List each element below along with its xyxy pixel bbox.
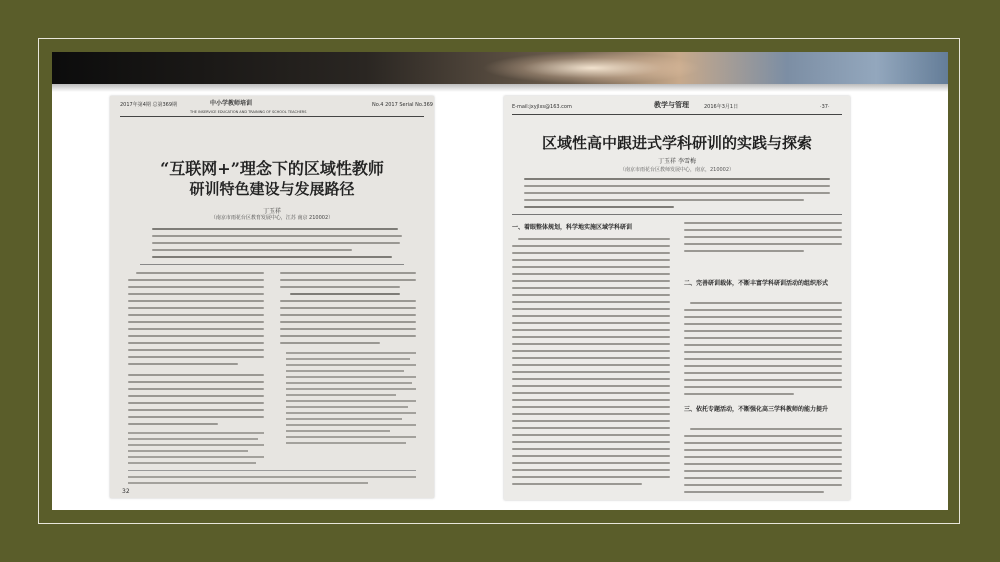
right-header-journal: 教学与管理 — [654, 100, 689, 109]
left-article-author: 丁玉祥 — [262, 208, 281, 215]
left-journal-page — [110, 96, 434, 498]
left-header-journal: 中小学教师培训 — [210, 100, 253, 107]
left-article-title-line1: “互联网+”理念下的区域性教师 — [160, 159, 384, 178]
left-article-affiliation: （南京市雨花台区教育发展中心，江苏 南京 210002） — [210, 215, 334, 221]
left-header-journal-en: THE INSERVICE EDUCATION AND TRAINING OF SCHOOL TEACHERS — [190, 110, 307, 114]
left-header-serial: No.4 2017 Serial No.369 — [372, 102, 433, 108]
slide-banner — [52, 52, 948, 84]
right-article-author: 丁玉祥 李雪梅 — [658, 158, 696, 165]
left-article-title-line2: 研训特色建设与发展路径 — [189, 180, 355, 198]
left-header-issue: 2017年第4期 总第369期 — [120, 102, 178, 108]
right-journal-page — [504, 96, 850, 500]
right-header-page: ·37· — [820, 104, 830, 110]
right-section2-heading: 二、完善研训载体，不断丰富学科研训活动的组织形式 — [684, 280, 829, 287]
right-article-title: 区域性高中跟进式学科研训的实践与探索 — [541, 134, 812, 152]
slide — [52, 52, 948, 510]
right-section3-heading: 三、依托专题活动，不断强化高三学科教师的能力提升 — [684, 406, 829, 413]
right-header-email: E-mail:jxyjlxs@163.com — [512, 104, 572, 110]
right-article-affiliation: （南京市雨花台区教师发展中心，南京，210002） — [619, 167, 735, 173]
left-page-number: 32 — [122, 488, 130, 495]
right-section1-heading: 一、着眼整体规划，科学地实施区域学科研训 — [512, 224, 633, 231]
right-header-date: 2016年3月1日 — [704, 104, 739, 110]
